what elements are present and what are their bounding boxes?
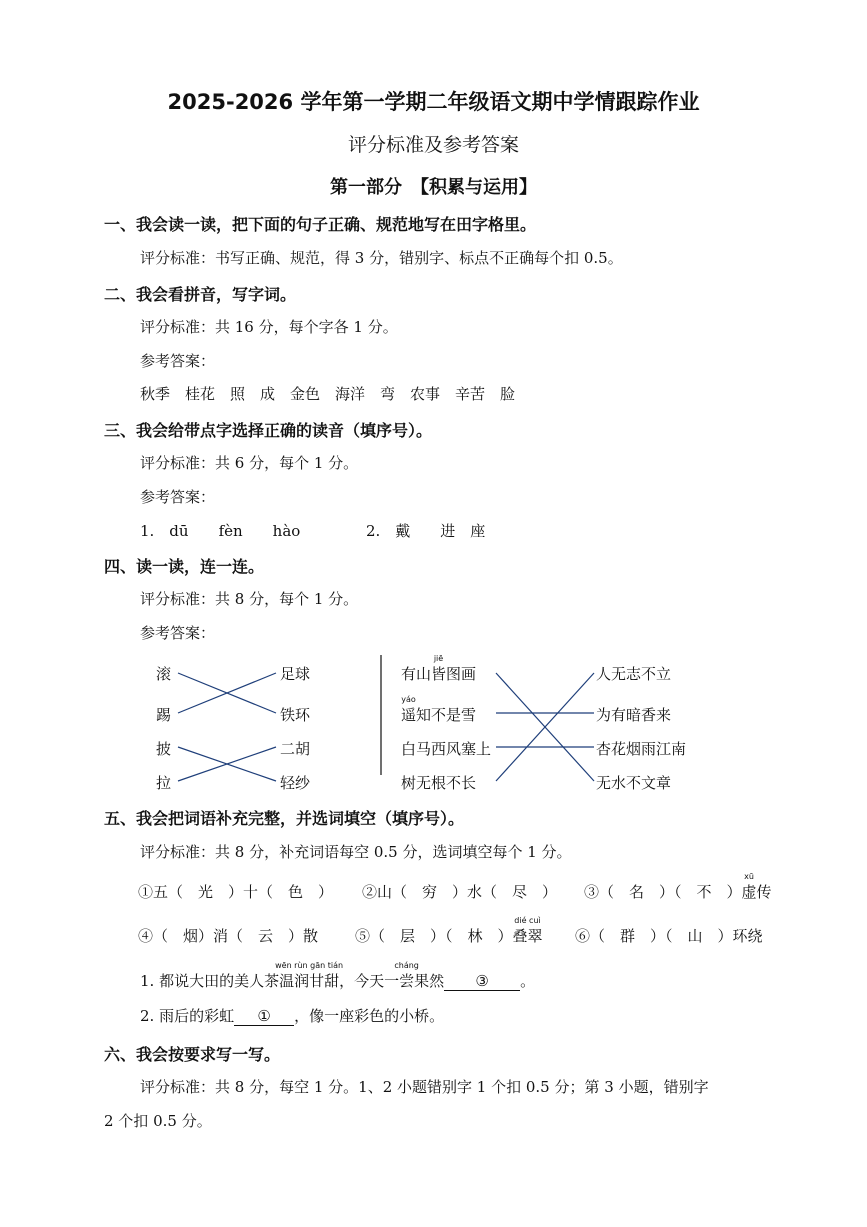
match-left-item: 拉 (156, 774, 172, 792)
section-4-standard: 评分标准：共 8 分，每个 1 分。 (140, 590, 359, 608)
section-6-standard-cont: 2 个扣 0.5 分。 (104, 1112, 212, 1130)
poem-right-item: 杏花烟雨江南 (596, 740, 687, 758)
pinyin-annotation: dié cuì (514, 916, 541, 925)
poem-right-item: 为有暗香来 (596, 706, 672, 724)
section-4-heading: 四、读一读，连一连。 (104, 557, 265, 576)
fill-question-1: 1. 都说大田的美人茶 wēn rùn gān tián 温润甘甜，今天一 cháng 尝果然 ③ 。 (140, 961, 536, 990)
poem-left-item: 树无根不长 (401, 774, 477, 792)
part-heading: 第一部分 【积累与运用】 (330, 177, 537, 198)
poem-left-item: 白马西风塞上 (401, 740, 492, 758)
match-lines-poem (496, 673, 594, 781)
section-2-standard: 评分标准：共 16 分，每个字各 1 分。 (140, 318, 398, 336)
match-left-item: 滚 (156, 665, 172, 683)
section-3-answer-2: 2. 戴 进 座 (366, 522, 486, 540)
section-3-standard: 评分标准：共 6 分，每个 1 分。 (140, 454, 359, 472)
section-2-heading: 二、我会看拼音，写字词。 (104, 285, 297, 304)
section-4-answer-label: 参考答案： (140, 624, 216, 642)
section-6-heading: 六、我会按要求写一写。 (104, 1045, 281, 1064)
match-right-item: 二胡 (280, 740, 311, 758)
pinyin-annotation: cháng (394, 961, 419, 970)
poem-right-item: 无水不文章 (596, 774, 672, 792)
idiom-2: ②山（ 穷 ）水（ 尽 ） (362, 883, 558, 901)
pinyin-annotation: xū (744, 872, 754, 881)
match-right-item: 轻纱 (280, 774, 311, 792)
pinyin-annotation: yáo (401, 695, 416, 704)
poem-left-item: yáo 遥知不是雪 (401, 695, 477, 724)
match-right-item: 足球 (280, 665, 311, 683)
idiom-5: ⑤（ 层 ）（ 林 ） dié cuì 叠翠 (355, 916, 543, 945)
section-1-heading: 一、我会读一读，把下面的句子正确、规范地写在田字格里。 (104, 215, 537, 234)
section-1-standard: 评分标准：书写正确、规范，得 3 分，错别字、标点不正确每个扣 0.5。 (140, 249, 623, 267)
answer-blank: ③ (444, 972, 520, 991)
section-3-heading: 三、我会给带点字选择正确的读音（填序号）。 (104, 421, 433, 440)
page-subtitle: 评分标准及参考答案 (347, 134, 519, 156)
idiom-6: ⑥（ 群 ）（ 山 ）环绕 (575, 927, 763, 945)
section-6-standard: 评分标准：共 8 分，每空 1 分。1、2 小题错别字 1 个扣 0.5 分；第 3 小题，错别字 (140, 1078, 709, 1096)
section-5-heading: 五、我会把词语补充完整，并选词填空（填序号）。 (104, 809, 465, 828)
poem-right-item: 人无志不立 (596, 665, 672, 683)
match-left-item: 踢 (156, 706, 172, 724)
section-2-answers: 秋季 桂花 照 成 金色 海洋 弯 农事 辛苦 脸 (140, 385, 516, 403)
fill-question-2: 2. 雨后的彩虹 ① ，像一座彩色的小桥。 (140, 1007, 445, 1025)
pinyin-annotation: wēn rùn gān tián (275, 961, 344, 970)
section-3-answer-label: 参考答案： (140, 488, 216, 506)
section-5-standard: 评分标准：共 8 分，补充词语每空 0.5 分，选词填空每个 1 分。 (140, 843, 572, 861)
page-title: 2025-2026 学年第一学期二年级语文期中学情跟踪作业 (167, 90, 700, 114)
idiom-1-2: ①五（ 光 ）十（ 色 ） (138, 883, 334, 901)
section-2-answer-label: 参考答案： (140, 352, 216, 370)
match-left-item: 披 (156, 740, 172, 758)
pinyin-annotation: jiē (433, 654, 444, 663)
poem-left-item: 有山 jiē 皆图画 (401, 654, 477, 683)
idiom-3: ③（ 名 ）（ 不 ） xū 虚传 (584, 872, 772, 901)
match-right-item: 铁环 (280, 706, 311, 724)
answer-blank: ① (234, 1007, 294, 1026)
match-lines-left (178, 673, 276, 781)
idiom-4: ④（ 烟）消（ 云 ）散 (138, 927, 319, 945)
section-3-answer-1: 1. dū fèn hào (140, 522, 301, 540)
